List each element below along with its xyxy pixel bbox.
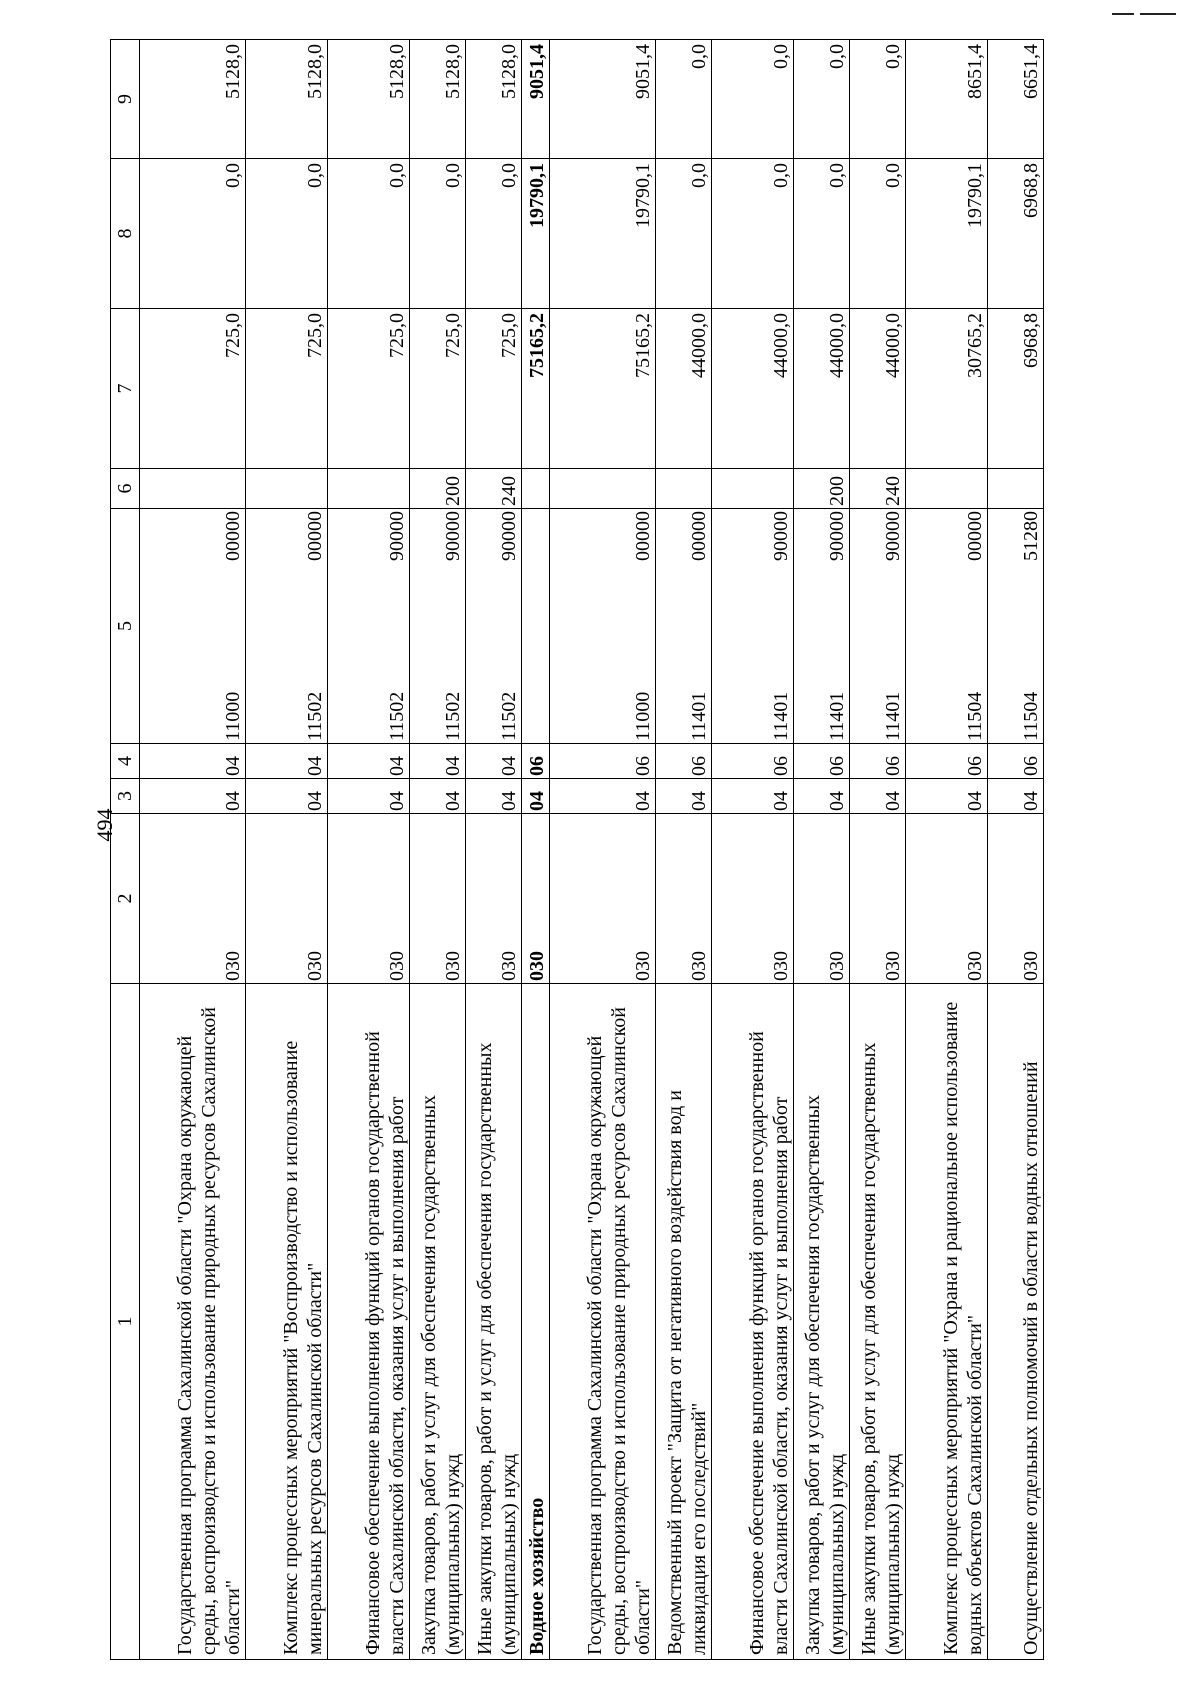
cell-ministry-code: 030 <box>988 814 1044 984</box>
cell-amount-2: 0,0 <box>712 159 794 309</box>
cell-target-article <box>550 509 656 744</box>
cell-ministry-code: 030 <box>246 814 328 984</box>
cell-section: 04 <box>466 779 522 814</box>
cell-expense-type: 240 <box>466 469 522 509</box>
cell-amount-1: 725,0 <box>246 309 328 469</box>
cell-subsection: 04 <box>466 744 522 779</box>
col-header-6: 6 <box>111 469 140 509</box>
rotated-page <box>110 40 1090 1660</box>
cell-amount-1: 75165,2 <box>550 309 656 469</box>
cell-ministry-code: 030 <box>140 814 246 984</box>
row-name: Финансовое обеспечение выполнения функций органов государственной власти Сахалинской области, оказания услуг и выполнения работ <box>328 984 410 1660</box>
cell-subsection: 06 <box>656 744 712 779</box>
cell-target-article <box>466 509 522 744</box>
cell-amount-2: 0,0 <box>794 159 850 309</box>
cell-target-article <box>140 509 246 744</box>
cell-amount-2: 0,0 <box>466 159 522 309</box>
cell-amount-3: 5128,0 <box>466 40 522 159</box>
table-row <box>712 40 794 1660</box>
cell-target-article <box>794 509 850 744</box>
col-header-7: 7 <box>111 309 140 469</box>
cell-subsection: 06 <box>712 744 794 779</box>
cell-target-article <box>850 509 906 744</box>
col-header-9: 9 <box>111 40 140 159</box>
row-name: Иные закупки товаров, работ и услуг для обеспечения государственных (муниципальных) нужд <box>466 984 522 1660</box>
row-name: Закупка товаров, работ и услуг для обеспечения государственных (муниципальных) нужд <box>794 984 850 1660</box>
row-name: Комплекс процессных мероприятий "Охрана и рациональное использование водных объектов Сахалинской области" <box>906 984 988 1660</box>
cell-subsection: 06 <box>988 744 1044 779</box>
row-name: Осуществление отдельных полномочий в области водных отношений <box>988 984 1044 1660</box>
cell-target-article <box>246 509 328 744</box>
cell-target-article <box>656 509 712 744</box>
target-article-part1: 11401 <box>770 691 792 741</box>
table-row <box>850 40 906 1660</box>
target-article-part2: 90000 <box>386 511 408 561</box>
target-article-part2: 90000 <box>498 511 520 561</box>
target-article-part1: 11401 <box>688 691 710 741</box>
col-header-4: 4 <box>111 744 140 779</box>
cell-amount-2: 19790,1 <box>550 159 656 309</box>
cell-amount-1: 725,0 <box>410 309 466 469</box>
cell-subsection: 06 <box>522 744 550 779</box>
cell-section: 04 <box>656 779 712 814</box>
cell-section: 04 <box>794 779 850 814</box>
cell-section: 04 <box>906 779 988 814</box>
target-article-part2: 90000 <box>826 511 848 561</box>
cell-section: 04 <box>328 779 410 814</box>
table-row <box>410 40 466 1660</box>
target-article-part2: 90000 <box>882 511 904 561</box>
target-article-part1: 11504 <box>1020 691 1042 741</box>
cell-ministry-code: 030 <box>550 814 656 984</box>
cell-amount-2: 19790,1 <box>906 159 988 309</box>
cell-subsection: 04 <box>246 744 328 779</box>
cell-amount-3: 9051,4 <box>522 40 550 159</box>
cell-target-article <box>712 509 794 744</box>
cell-amount-1: 725,0 <box>328 309 410 469</box>
cell-amount-3: 0,0 <box>656 40 712 159</box>
cell-expense-type: 200 <box>410 469 466 509</box>
cell-amount-1: 44000,0 <box>656 309 712 469</box>
target-article-part1: 11502 <box>442 691 464 741</box>
target-article-part2: 00000 <box>964 511 986 561</box>
cell-ministry-code: 030 <box>906 814 988 984</box>
row-name: Государственная программа Сахалинской области "Охрана окружающей среды, воспроизводство и использование природных ресурсов Сахалинской области" <box>550 984 656 1660</box>
cell-amount-3: 5128,0 <box>328 40 410 159</box>
table-row <box>466 40 522 1660</box>
table-row <box>140 40 246 1660</box>
cell-expense-type <box>712 469 794 509</box>
page-number: 494 <box>92 808 117 842</box>
cell-amount-3: 0,0 <box>850 40 906 159</box>
target-article-part1: 11502 <box>304 691 326 741</box>
cell-subsection: 06 <box>850 744 906 779</box>
target-article-part2: 90000 <box>770 511 792 561</box>
cell-expense-type <box>988 469 1044 509</box>
cell-subsection: 04 <box>140 744 246 779</box>
header-row <box>111 40 140 1660</box>
cell-section: 04 <box>140 779 246 814</box>
cell-ministry-code: 030 <box>794 814 850 984</box>
table-row <box>794 40 850 1660</box>
cell-amount-3: 9051,4 <box>550 40 656 159</box>
cell-subsection: 06 <box>794 744 850 779</box>
scan-mark <box>1140 13 1176 15</box>
target-article-part1: 11000 <box>222 691 244 741</box>
target-article-part1: 11000 <box>632 691 654 741</box>
row-name: Закупка товаров, работ и услуг для обеспечения государственных (муниципальных) нужд <box>410 984 466 1660</box>
cell-target-article <box>328 509 410 744</box>
target-article-part1: 11401 <box>826 691 848 741</box>
cell-target-article <box>988 509 1044 744</box>
target-article-part1: 11502 <box>498 691 520 741</box>
cell-target-article <box>410 509 466 744</box>
cell-amount-3: 0,0 <box>712 40 794 159</box>
cell-expense-type <box>906 469 988 509</box>
target-article-part1: 11502 <box>386 691 408 741</box>
cell-amount-1: 725,0 <box>140 309 246 469</box>
cell-expense-type <box>550 469 656 509</box>
cell-target-article <box>522 509 550 744</box>
cell-section: 04 <box>522 779 550 814</box>
table-row <box>906 40 988 1660</box>
cell-amount-2: 0,0 <box>246 159 328 309</box>
cell-amount-2: 0,0 <box>850 159 906 309</box>
cell-section: 04 <box>550 779 656 814</box>
cell-amount-2: 0,0 <box>140 159 246 309</box>
cell-amount-1: 44000,0 <box>712 309 794 469</box>
cell-amount-3: 0,0 <box>794 40 850 159</box>
cell-amount-1: 75165,2 <box>522 309 550 469</box>
row-name: Комплекс процессных мероприятий "Воспроизводство и использование минеральных ресурсов Сахалинской области" <box>246 984 328 1660</box>
table-row <box>522 40 550 1660</box>
cell-expense-type <box>140 469 246 509</box>
col-header-3: 3 <box>111 779 140 814</box>
cell-section: 04 <box>246 779 328 814</box>
cell-subsection: 06 <box>550 744 656 779</box>
table-row <box>328 40 410 1660</box>
row-name: Финансовое обеспечение выполнения функций органов государственной власти Сахалинской области, оказания услуг и выполнения работ <box>712 984 794 1660</box>
cell-amount-3: 5128,0 <box>410 40 466 159</box>
cell-amount-3: 5128,0 <box>140 40 246 159</box>
cell-amount-2: 19790,1 <box>522 159 550 309</box>
target-article-part2: 00000 <box>304 511 326 561</box>
cell-section: 04 <box>712 779 794 814</box>
cell-amount-1: 44000,0 <box>794 309 850 469</box>
scan-mark <box>1112 13 1134 15</box>
cell-subsection: 04 <box>410 744 466 779</box>
cell-amount-2: 6968,8 <box>988 159 1044 309</box>
row-name: Иные закупки товаров, работ и услуг для обеспечения государственных (муниципальных) нужд <box>850 984 906 1660</box>
cell-amount-2: 0,0 <box>656 159 712 309</box>
cell-expense-type <box>328 469 410 509</box>
row-name: Ведомственный проект "Защита от негативного воздействия вод и ликвидация его последствий" <box>656 984 712 1660</box>
target-article-part2: 51280 <box>1020 511 1042 561</box>
cell-section: 04 <box>410 779 466 814</box>
cell-expense-type <box>522 469 550 509</box>
cell-subsection: 06 <box>906 744 988 779</box>
cell-ministry-code: 030 <box>328 814 410 984</box>
cell-ministry-code: 030 <box>522 814 550 984</box>
table-row <box>656 40 712 1660</box>
cell-target-article <box>906 509 988 744</box>
table-row <box>988 40 1044 1660</box>
target-article-part2: 90000 <box>442 511 464 561</box>
target-article-part1: 11401 <box>882 691 904 741</box>
cell-ministry-code: 030 <box>656 814 712 984</box>
cell-expense-type <box>656 469 712 509</box>
table-row <box>550 40 656 1660</box>
cell-amount-1: 30765,2 <box>906 309 988 469</box>
cell-amount-2: 0,0 <box>328 159 410 309</box>
cell-ministry-code: 030 <box>712 814 794 984</box>
target-article-part2: 00000 <box>632 511 654 561</box>
target-article-part2: 00000 <box>688 511 710 561</box>
col-header-5: 5 <box>111 509 140 744</box>
col-header-1: 1 <box>111 984 140 1660</box>
cell-ministry-code: 030 <box>850 814 906 984</box>
col-header-2: 2 <box>111 814 140 984</box>
cell-expense-type: 240 <box>850 469 906 509</box>
target-article-part2: 00000 <box>222 511 244 561</box>
cell-subsection: 04 <box>328 744 410 779</box>
cell-amount-2: 0,0 <box>410 159 466 309</box>
cell-expense-type: 200 <box>794 469 850 509</box>
cell-section: 04 <box>850 779 906 814</box>
cell-expense-type <box>246 469 328 509</box>
budget-table <box>110 39 1044 1660</box>
target-article-part1: 11504 <box>964 691 986 741</box>
row-name: Водное хозяйство <box>522 984 550 1660</box>
cell-amount-3: 6651,4 <box>988 40 1044 159</box>
cell-amount-3: 8651,4 <box>906 40 988 159</box>
cell-ministry-code: 030 <box>410 814 466 984</box>
col-header-8: 8 <box>111 159 140 309</box>
cell-section: 04 <box>988 779 1044 814</box>
cell-amount-1: 725,0 <box>466 309 522 469</box>
cell-amount-1: 6968,8 <box>988 309 1044 469</box>
table-row <box>246 40 328 1660</box>
cell-amount-1: 44000,0 <box>850 309 906 469</box>
row-name: Государственная программа Сахалинской области "Охрана окружающей среды, воспроизводство и использование природных ресурсов Сахалинской области" <box>140 984 246 1660</box>
cell-ministry-code: 030 <box>466 814 522 984</box>
cell-amount-3: 5128,0 <box>246 40 328 159</box>
